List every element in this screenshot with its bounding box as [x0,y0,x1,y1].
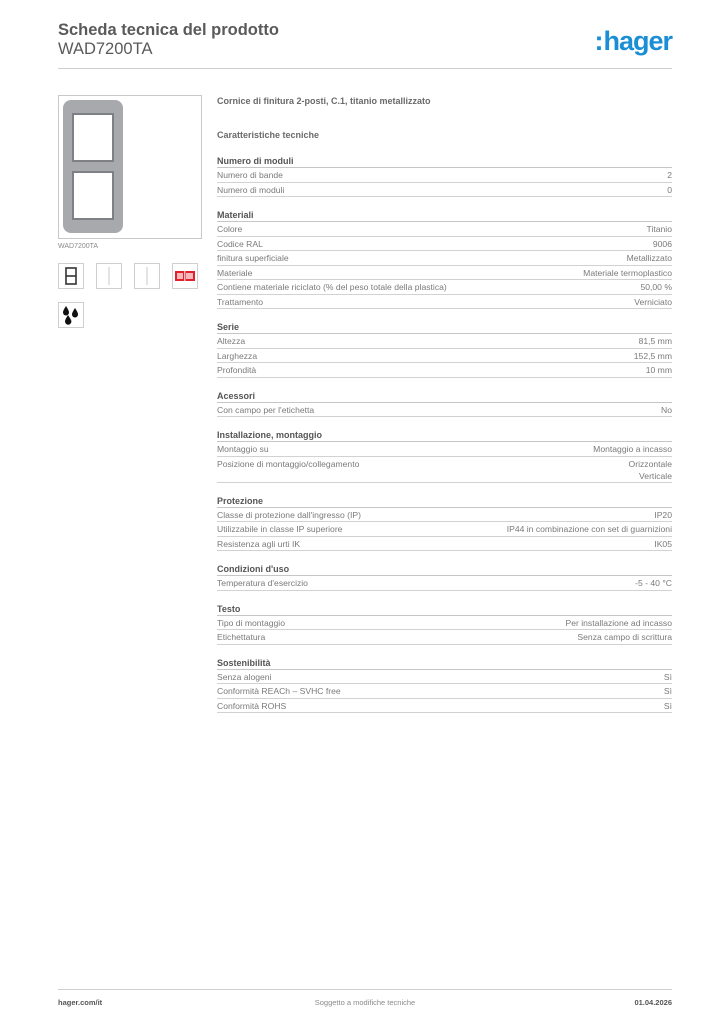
spec-row [217,183,672,198]
spec-row [217,699,672,714]
spec-label: Altezza [217,336,246,346]
feature-icons [58,263,198,289]
spec-value: Metallizzato [626,253,672,263]
spec-row [217,349,672,364]
spec-value: IP44 in combinazione con set di guarnizioni [506,524,672,534]
spec-row [217,630,672,645]
spec-row [217,168,672,183]
spec-label: Profondità [217,365,257,375]
spec-value: 9006 [652,238,672,249]
footer-divider [58,989,672,990]
spec-value: 2 [667,170,672,180]
document-title: Scheda tecnica del prodotto [58,21,279,39]
spec-label: Temperatura d'esercizio [217,578,308,588]
spec-value: Sì [663,700,672,711]
spec-label: Trattamento [217,296,264,307]
product-code: WAD7200TA [58,40,153,58]
spec-label: Utilizzabile in classe IP superiore [217,524,343,534]
section-numero-di-moduli [217,155,672,197]
spec-label: Etichettatura [217,632,266,642]
spec-label: Colore [217,224,243,234]
spec-label: Numero di moduli [217,184,285,195]
spec-row [217,670,672,685]
spec-value: Per installazione ad incasso [565,617,672,628]
spec-value: IK05 [654,538,672,549]
tech-specs-heading: Caratteristiche tecniche [217,130,320,140]
section-title: Condizioni d'uso [217,563,672,576]
spec-value: Senza campo di scrittura [577,632,672,642]
logo-text: hager [603,26,672,56]
footer-note: Soggetto a modifiche tecniche [314,998,416,1007]
section-testo [217,603,672,645]
spec-label: Conformità ROHS [217,700,287,711]
spec-row [217,237,672,252]
spec-label: Codice RAL [217,238,263,249]
spec-value: -5 - 40 °C [635,578,672,588]
spec-value: 0 [667,184,672,195]
spec-value: 152,5 mm [633,350,672,361]
section-acessori [217,390,672,418]
spec-row [217,280,672,295]
spec-value: 50,00 % [640,282,672,292]
spec-row [217,266,672,281]
spec-row [217,442,672,457]
spec-row [217,334,672,349]
spec-label: Contiene materiale riciclato (% del peso totale della plastica) [217,282,447,292]
spec-value: Sì [663,671,672,682]
document-date: 01.04.2026 [634,998,672,1007]
spec-row [217,457,672,483]
spec-label: Senza alogeni [217,671,272,682]
product-image [58,95,202,239]
section-title: Sostenibilità [217,657,672,670]
section-title: Serie [217,321,672,334]
spec-row [217,403,672,418]
vertical-line-icon [134,263,160,289]
section-installazione [217,429,672,483]
spec-value: IP20 [654,509,672,520]
section-title: Numero di moduli [217,155,672,168]
image-caption: WAD7200TA [58,243,99,250]
spec-value-line: Orizzontale [628,458,672,469]
spec-value: Titanio [646,224,672,234]
section-protezione [217,495,672,552]
website-link[interactable]: hager.com/it [58,998,103,1007]
feature-icons-row-2 [58,302,84,328]
spec-row [217,295,672,310]
section-serie [217,321,672,378]
section-title: Protezione [217,495,672,508]
spec-row [217,576,672,591]
spec-label: Montaggio su [217,444,269,454]
spec-label: Con campo per l'etichetta [217,404,315,415]
spec-label: Tipo di montaggio [217,617,285,628]
spec-row [217,222,672,237]
product-name: Cornice di finitura 2-posti, C.1, titanio metallizzato [217,96,431,106]
spec-label: Larghezza [217,350,258,361]
spec-label: Materiale [217,267,253,278]
section-title: Materiali [217,209,672,222]
vertical-line-icon [96,263,122,289]
spec-label: Classe di protezione dall'ingresso (IP) [217,509,361,520]
spec-row [217,684,672,699]
spec-value: Sì [663,686,672,696]
section-condizioni-uso [217,563,672,591]
spec-value [629,458,672,482]
water-drops-icon [58,302,84,328]
spec-row [217,251,672,266]
spec-value: No [661,404,672,415]
spec-label: Numero di bande [217,170,283,180]
header-divider [58,68,672,69]
section-title: Testo [217,603,672,616]
spec-label: finitura superficiale [217,253,289,263]
section-materiali [217,209,672,309]
spec-value: Montaggio a incasso [593,444,672,454]
section-sostenibilita [217,657,672,714]
spec-value: Verniciato [634,296,672,307]
hager-logo: :hager [594,26,672,56]
two-module-frame-icon [58,263,84,289]
spec-value: 10 mm [645,365,672,375]
section-title: Installazione, montaggio [217,429,672,442]
spec-label: Resistenza agli urti IK [217,538,301,549]
spec-row [217,616,672,631]
spec-value: 81,5 mm [638,336,672,346]
spec-label: Posizione di montaggio/collegamento [217,458,360,469]
spec-row [217,522,672,537]
spec-row [217,537,672,552]
ip-rating-icon [172,263,198,289]
spec-value: Materiale termoplastico [583,267,672,278]
page-header [58,21,672,59]
spec-row [217,363,672,378]
spec-row [217,508,672,523]
frame-illustration [63,100,123,233]
spec-label: Conformità REACh – SVHC free [217,686,341,696]
spec-content [217,96,672,713]
spec-value-line: Verticale [639,470,672,481]
section-title: Acessori [217,390,672,403]
